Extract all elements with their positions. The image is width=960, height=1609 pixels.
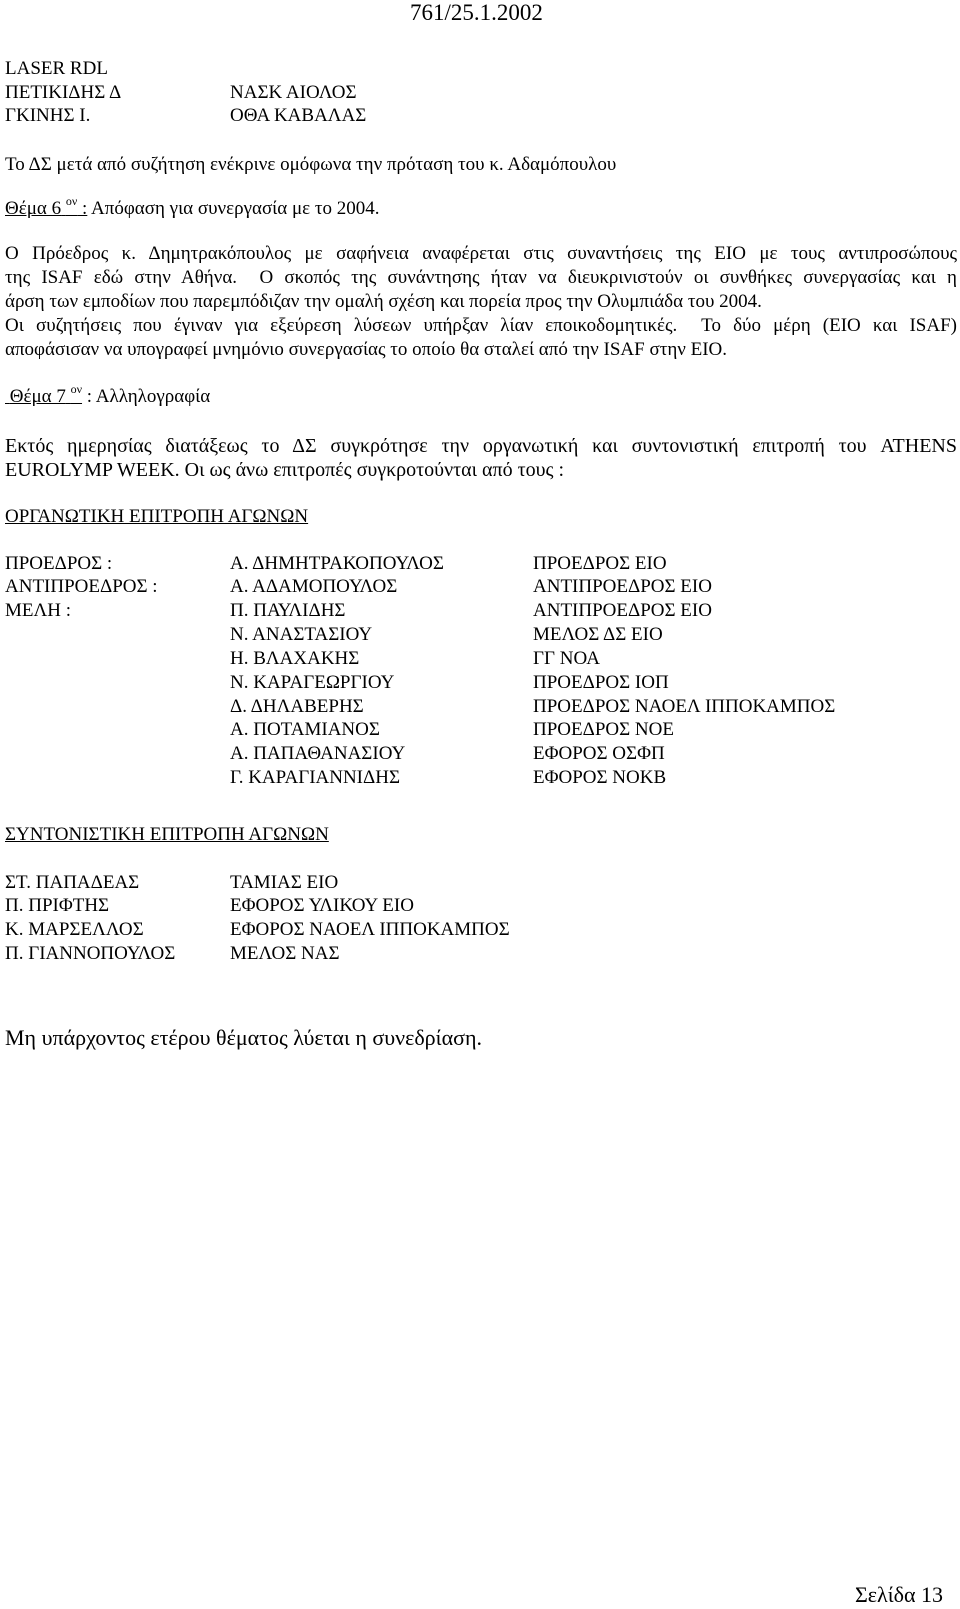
document-reference: 761/25.1.2002 — [410, 0, 543, 25]
member-name: Α. ΑΔΑΜΟΠΟΥΛΟΣ — [230, 576, 398, 597]
organizing-committee-title: ΟΡΓΑΝΩΤΙΚΗ ΕΠΙΤΡΟΠΗ ΑΓΩΝΩΝ — [5, 506, 309, 527]
topic-7-title: : Αλληλογραφία — [82, 386, 211, 407]
boat-class: LASER RDL — [5, 58, 108, 79]
paragraph-line: της ISAF εδώ στην Αθήνα. Ο σκοπός της συνάντησης ήταν να διευκρινιστούν οι συνθήκες συνεργασίας και η — [5, 267, 957, 288]
member-name: Κ. ΜΑΡΣΕΛΛΟΣ — [5, 919, 144, 940]
paragraph-line: αποφάσισαν να υπογραφεί μνημόνιο συνεργασίας το οποίο θα σταλεί από την ISAF στην ΕΙΟ. — [5, 339, 728, 360]
member-name: Ν. ΑΝΑΣΤΑΣΙΟΥ — [230, 624, 373, 645]
topic-6-heading — [5, 193, 380, 221]
member-position: ΜΕΛΟΣ ΔΣ ΕΙΟ — [533, 624, 663, 645]
member-position: ΠΡΟΕΔΡΟΣ ΝΟΕ — [533, 719, 674, 740]
role: ΜΕΛΗ : — [5, 600, 72, 621]
topic-6-sup: ον — [65, 193, 78, 208]
member-position: ΕΦΟΡΟΣ ΝΟΚΒ — [533, 767, 667, 788]
role: ΠΡΟΕΔΡΟΣ : — [5, 553, 113, 574]
committee-row — [0, 742, 960, 766]
member-name: ΣΤ. ΠΑΠΑΔΕΑΣ — [5, 872, 140, 893]
member-name: Ν. ΚΑΡΑΓΕΩΡΓΙΟΥ — [230, 672, 395, 693]
paragraph-line: άρση των εμποδίων που παρεμπόδιζαν την ομαλή σχέση και πορεία προς την Ολυμπιάδα του 2004. — [5, 291, 762, 312]
paragraph-line: Οι συζητήσεις που έγιναν για εξεύρεση λύσεων υπήρξαν λίαν εποικοδομητικές. Το δύο μέρη (ΕΙΟ και ISAF) — [5, 315, 957, 336]
member-name: Π. ΠΡΙΦΤΗΣ — [5, 895, 110, 916]
member-position: ΠΡΟΕΔΡΟΣ ΝΑΟΕΛ ΙΠΠΟΚΑΜΠΟΣ — [533, 696, 836, 717]
member-name: Α. ΠΟΤΑΜΙΑΝΟΣ — [230, 719, 380, 740]
committee-row — [0, 718, 960, 742]
committee-row — [0, 671, 960, 695]
member-position: ΕΦΟΡΟΣ ΝΑΟΕΛ ΙΠΠΟΚΑΜΠΟΣ — [230, 919, 510, 940]
paragraph-line: Ο Πρόεδρος κ. Δημητρακόπουλος με σαφήνεια αναφέρεται στις συναντήσεις της ΕΙΟ με τους αντιπροσώπους — [5, 243, 957, 264]
club-name: ΝΑΣΚ ΑΙΟΛΟΣ — [230, 82, 357, 103]
page-number: Σελίδα 13 — [855, 1582, 944, 1607]
coordinating-committee-title: ΣΥΝΤΟΝΙΣΤΙΚΗ ΕΠΙΤΡΟΠΗ ΑΓΩΝΩΝ — [5, 824, 329, 845]
member-position: ΤΑΜΙΑΣ ΕΙΟ — [230, 872, 339, 893]
committee-row — [0, 575, 960, 599]
member-position: ΑΝΤΙΠΡΟΕΔΡΟΣ ΕΙΟ — [533, 600, 712, 621]
member-position: ΠΡΟΕΔΡΟΣ ΕΙΟ — [533, 553, 667, 574]
member-name: Α. ΠΑΠΑΘΑΝΑΣΙΟΥ — [230, 743, 406, 764]
closing-statement: Μη υπάρχοντος ετέρου θέματος λύεται η συνεδρίαση. — [5, 1025, 482, 1050]
decision-text: Το ΔΣ μετά από συζήτηση ενέκρινε ομόφωνα την πρόταση του κ. Αδαμόπουλου — [5, 154, 617, 175]
paragraph-line: Εκτός ημερησίας διατάξεως το ΔΣ συγκρότησε την οργανωτική και συντονιστική επιτροπή του ATHENS — [5, 435, 957, 457]
topic-6-label: Θέμα 6 $^{o\nu}$ : — [5, 193, 88, 219]
committee-row — [0, 599, 960, 623]
topic-6-title: Απόφαση για συνεργασία με το 2004. — [87, 198, 380, 219]
committee-row — [0, 623, 960, 647]
committee-row — [0, 942, 960, 966]
topic-7-sup: ον — [70, 381, 83, 396]
member-position: ΑΝΤΙΠΡΟΕΔΡΟΣ ΕΙΟ — [533, 576, 712, 597]
committee-row — [0, 695, 960, 719]
committee-row — [0, 894, 960, 918]
member-position: ΕΦΟΡΟΣ ΟΣΦΠ — [533, 743, 665, 764]
member-name: Η. ΒΛΑΧΑΚΗΣ — [230, 648, 360, 669]
member-name: Γ. ΚΑΡΑΓΙΑΝΝΙΔΗΣ — [230, 767, 401, 788]
committee-row — [0, 766, 960, 790]
club-name: ΟΘΑ ΚΑΒΑΛΑΣ — [230, 105, 367, 126]
member-position: ΓΓ ΝΟΑ — [533, 648, 600, 669]
sailor-name: ΓΚΙΝΗΣ Ι. — [5, 105, 91, 126]
member-name: Δ. ΔΗΛΑΒΕΡΗΣ — [230, 696, 364, 717]
member-position: ΠΡΟΕΔΡΟΣ ΙΟΠ — [533, 672, 669, 693]
topic-7-label: Θέμα 7 $^{o\nu}$ — [9, 381, 83, 407]
topic-7-heading — [5, 381, 211, 409]
committee-row — [0, 871, 960, 895]
committee-row — [0, 918, 960, 942]
member-position: ΕΦΟΡΟΣ ΥΛΙΚΟΥ ΕΙΟ — [230, 895, 414, 916]
member-name: Π. ΓΙΑΝΝΟΠΟΥΛΟΣ — [5, 943, 176, 964]
sailor-name: ΠΕΤΙΚΙΔΗΣ Δ — [5, 82, 122, 103]
committee-row — [0, 647, 960, 671]
member-name: Π. ΠΑΥΛΙΔΗΣ — [230, 600, 346, 621]
member-name: Α. ΔΗΜΗΤΡΑΚΟΠΟΥΛΟΣ — [230, 553, 444, 574]
member-position: ΜΕΛΟΣ ΝΑΣ — [230, 943, 340, 964]
role: ΑΝΤΙΠΡΟΕΔΡΟΣ : — [5, 576, 158, 597]
paragraph-line: EUROLYMP WEEK. Οι ως άνω επιτροπές συγκροτούνται από τους : — [5, 459, 565, 481]
committee-row — [0, 552, 960, 576]
